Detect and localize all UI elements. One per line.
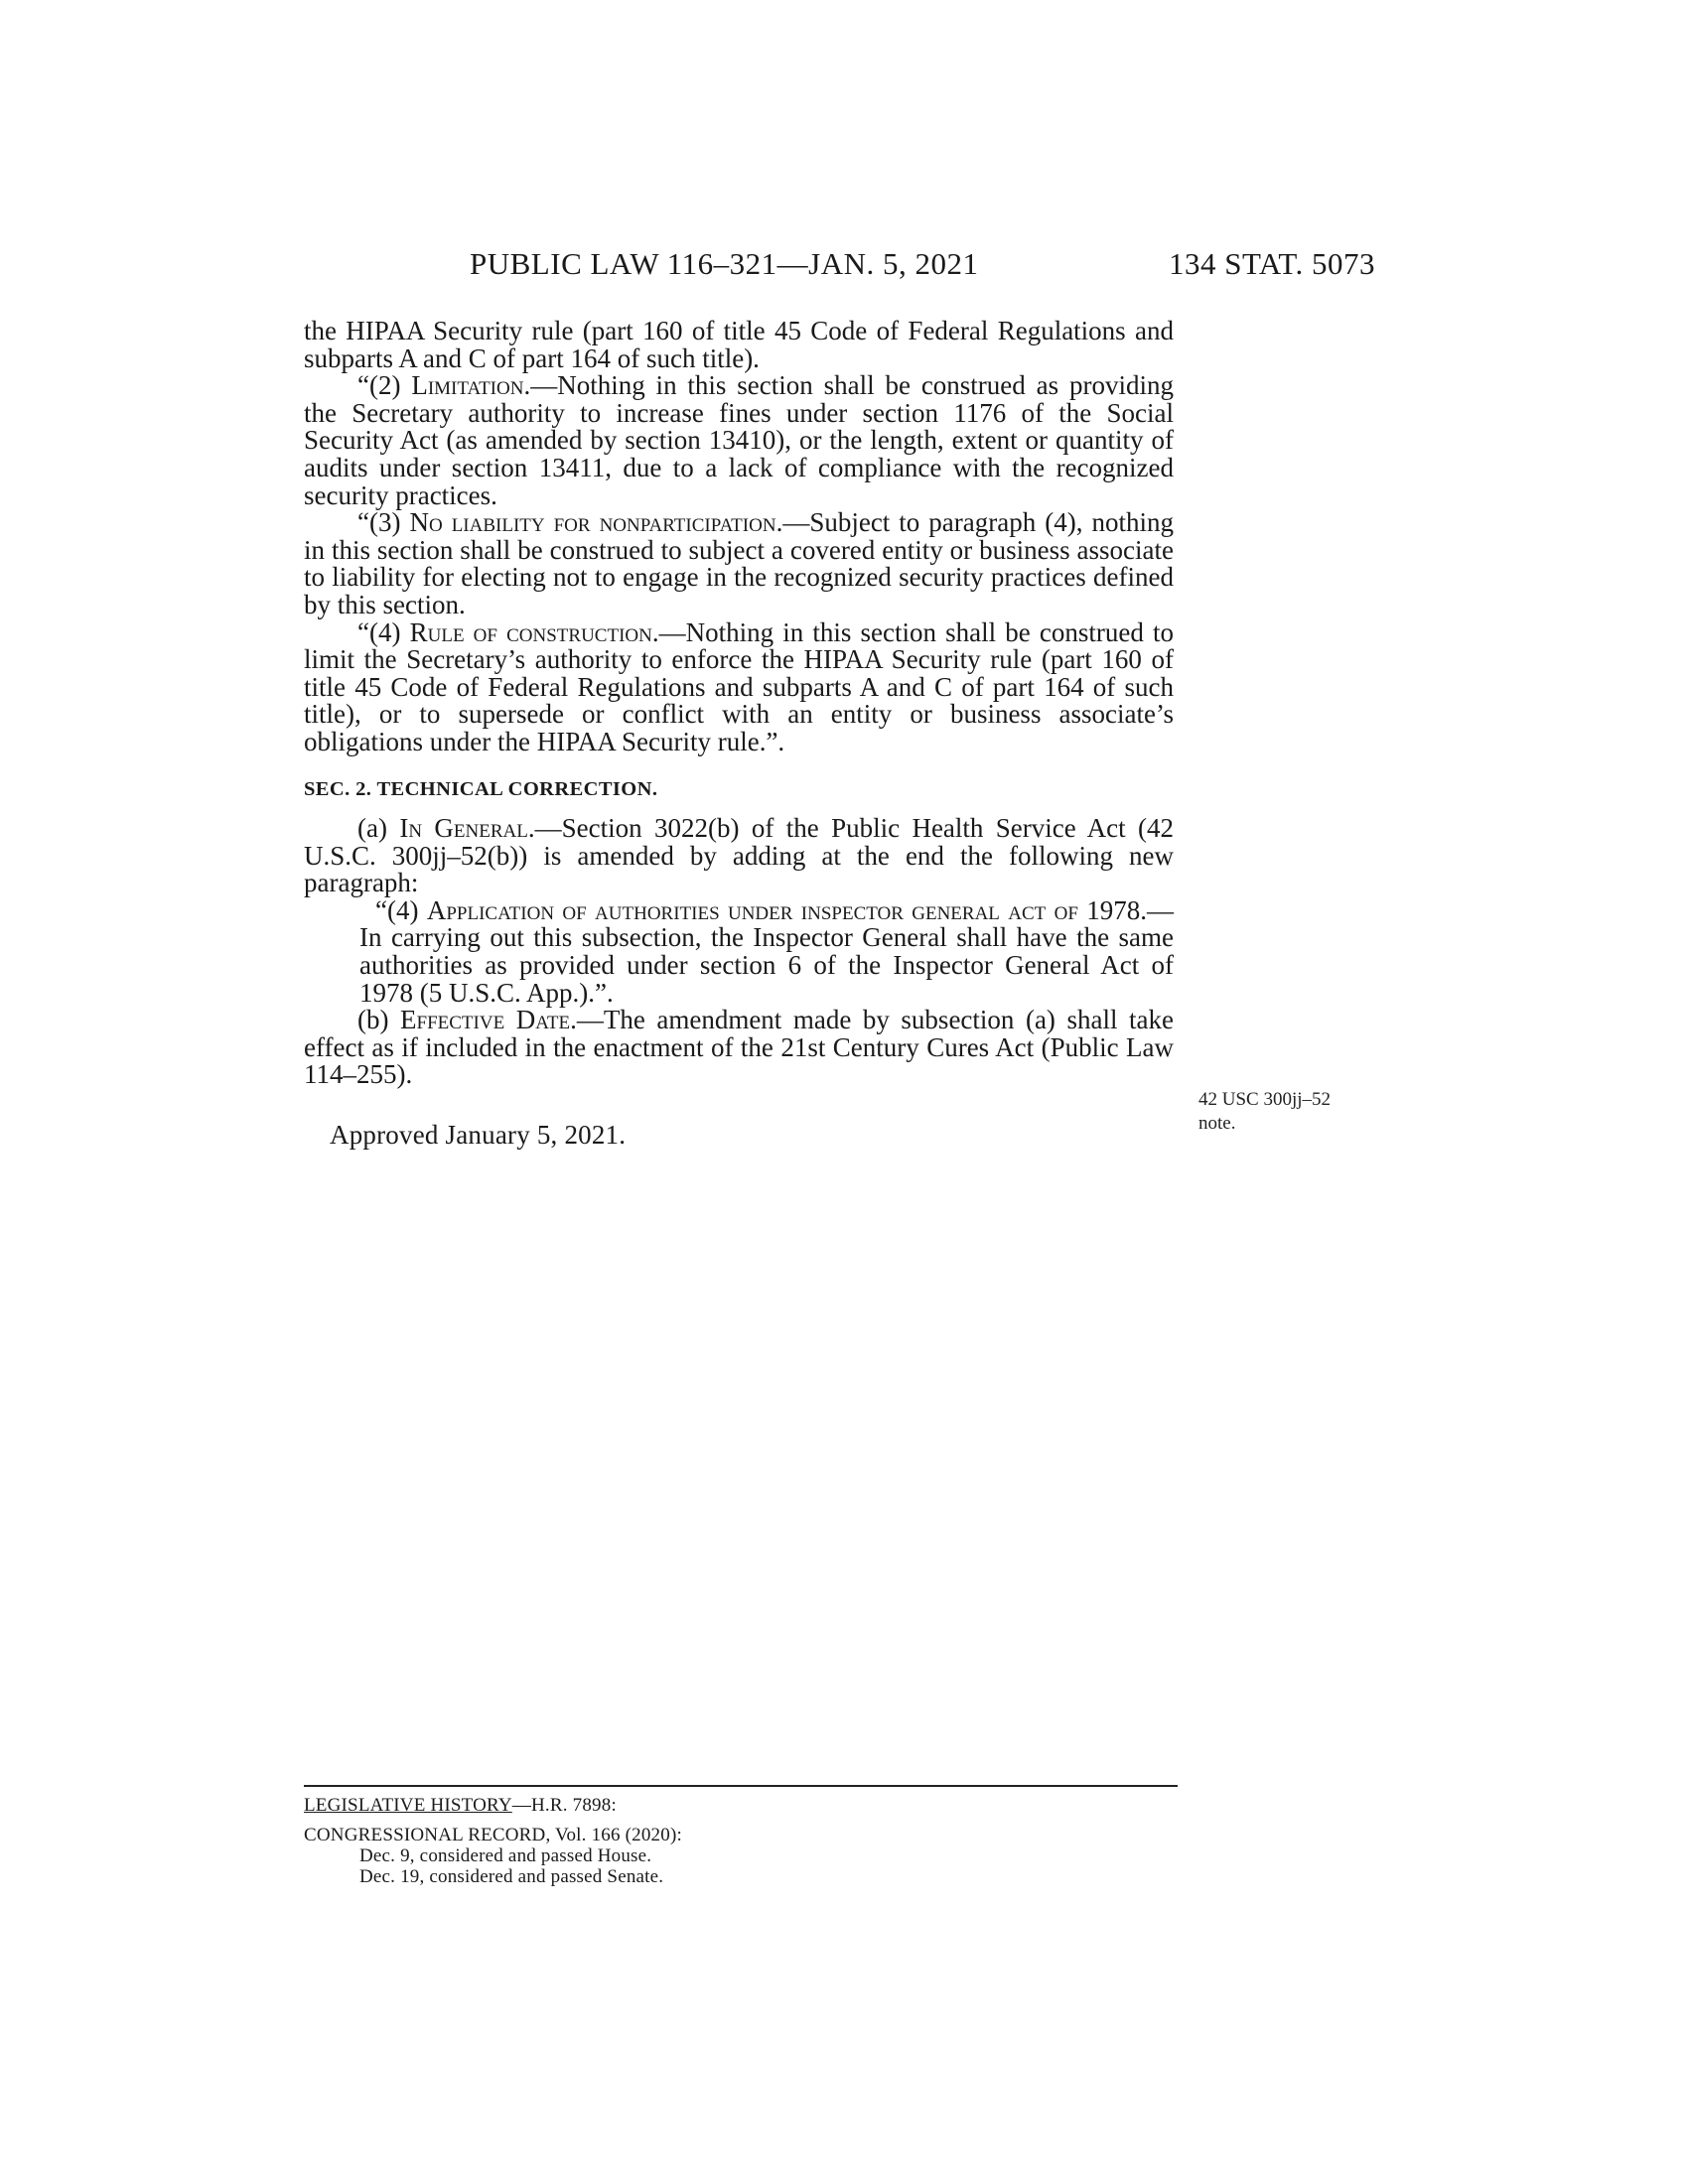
approval-date: Approved January 5, 2021. <box>330 1120 627 1151</box>
paragraph-number: “(4) <box>375 894 427 925</box>
paragraph-no-liability <box>304 509 1174 618</box>
quoted-paragraph-inspector-general <box>304 894 1174 1008</box>
paragraph-text: .—In carrying out this subsection, the Inspector General shall have the same authorities as provided under section 6 of the Inspector General Act of 1978 (5 U.S.C. App.).”. <box>359 894 1174 1008</box>
subsection-heading: Effective Date <box>400 1005 571 1035</box>
paragraph-continuation: the HIPAA Security rule (part 160 of title 45 Code of Federal Regulations and subparts A and C of part 164 of such title). <box>304 316 1174 373</box>
margin-citation-note <box>1198 1088 1397 1136</box>
subsection-letter: (a) <box>357 813 400 844</box>
paragraph-number: “(2) <box>357 370 412 401</box>
section-heading: SEC. 2. TECHNICAL CORRECTION. <box>304 777 658 800</box>
legislative-history-label: LEGISLATIVE HISTORY <box>304 1795 512 1816</box>
footnote-divider <box>304 1785 1178 1787</box>
subsection-effective-date <box>304 1007 1174 1089</box>
bill-number: —H.R. 7898: <box>511 1795 617 1816</box>
margin-note-label: note. <box>1198 1113 1236 1134</box>
legislative-history-title <box>304 1795 1178 1816</box>
history-entry: Dec. 9, considered and passed House. <box>359 1845 652 1866</box>
paragraph-text: .—Nothing in this section shall be construed to limit the Secretary’s authority to enforce the HIPAA Security rule (part 160 of title 45 Code of Federal Regulations and subparts A and C of part 164 of such title), or to supersede or conflict with an entity or business associate’s obligations under the HIPAA Security rule.”. <box>304 616 1174 756</box>
subsection-text: .—Section 3022(b) of the Public Health Service Act (42 U.S.C. 300jj–52(b)) is amended by adding at the end the following new paragraph: <box>304 813 1174 898</box>
paragraph-heading: No liability for nonparticipation <box>409 507 776 538</box>
paragraph-heading: Application of authorities under inspector general act of 1978 <box>426 894 1141 925</box>
paragraph-number: “(4) <box>357 616 410 647</box>
congressional-record: CONGRESSIONAL RECORD, Vol. 166 (2020): <box>304 1825 682 1845</box>
paragraph-text: .—Subject to paragraph (4), nothing in this section shall be construed to subject a covered entity or business associate to liability for electing not to engage in the recognized security practices defined by this section. <box>304 507 1174 619</box>
subsection-letter: (b) <box>357 1005 401 1035</box>
subsection-in-general <box>304 815 1174 897</box>
margin-citation: 42 USC 300jj–52 <box>1198 1089 1332 1110</box>
subsection-heading: In General <box>399 813 528 844</box>
law-body <box>304 318 1174 1150</box>
legislative-history <box>304 1795 1178 1887</box>
history-entry: Dec. 19, considered and passed Senate. <box>359 1866 664 1887</box>
subsection-text: .—The amendment made by subsection (a) shall take effect as if included in the enactment of the 21st Century Cures Act (Public Law 114–255). <box>304 1005 1174 1090</box>
paragraph-heading: Rule of construction <box>409 616 652 647</box>
paragraph-limitation <box>304 372 1174 509</box>
statute-page-number: 134 STAT. 5073 <box>1168 246 1375 281</box>
paragraph-text: .—Nothing in this section shall be construed as providing the Secretary authority to increase fines under section 1176 of the Social Security Act (as amended by section 13410), or the length, extent or quantity of audits under section 13411, due to a lack of compliance with the recognized security practices. <box>304 370 1174 510</box>
public-law-title: PUBLIC LAW 116–321—JAN. 5, 2021 <box>470 246 979 281</box>
paragraph-rule-of-construction <box>304 616 1174 756</box>
paragraph-heading: Limitation <box>411 370 524 401</box>
paragraph-number: “(3) <box>357 507 410 538</box>
page-header <box>470 246 1375 286</box>
